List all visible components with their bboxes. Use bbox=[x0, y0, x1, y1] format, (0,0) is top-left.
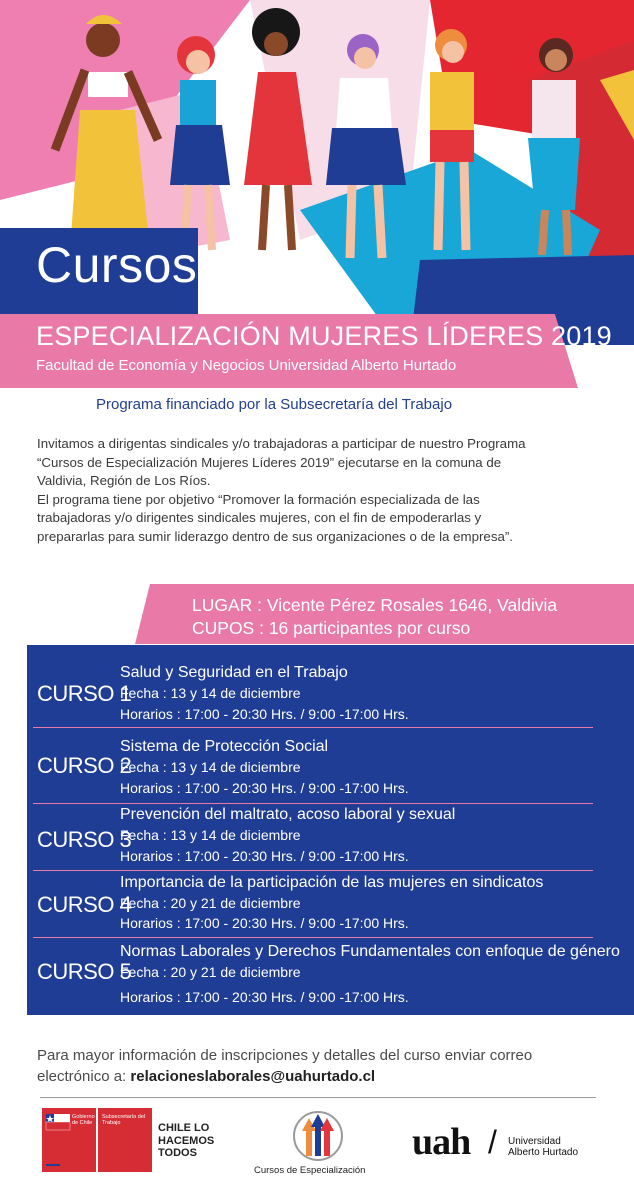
course-divider bbox=[33, 803, 593, 804]
course-schedule: Horarios : 17:00 - 20:30 Hrs. / 9:00 -17:00 Hrs. bbox=[120, 706, 409, 722]
course-date: Fecha : 20 y 21 de diciembre bbox=[120, 895, 301, 911]
course-divider bbox=[33, 727, 593, 728]
footer-divider bbox=[40, 1097, 596, 1098]
course-number: CURSO 2 bbox=[37, 753, 132, 778]
course-title: Importancia de la participación de las mujeres en sindicatos bbox=[120, 874, 544, 891]
slogan-line: TODOS bbox=[158, 1147, 197, 1159]
funding-note: Programa financiado por la Subsecretaría del Trabajo bbox=[96, 396, 453, 413]
chile-slogan bbox=[158, 1122, 214, 1160]
course-title: Sistema de Protección Social bbox=[120, 738, 329, 755]
intro-line: El programa tiene por objetivo “Promover la formación especializada de las bbox=[37, 491, 480, 507]
contact-info bbox=[37, 1045, 617, 1087]
course-panel bbox=[27, 645, 634, 1015]
contact-line: Para mayor información de inscripciones y detalles del curso enviar correo bbox=[37, 1047, 533, 1064]
course-schedule: Horarios : 17:00 - 20:30 Hrs. / 9:00 -17:00 Hrs. bbox=[120, 915, 409, 931]
intro-line: trabajadoras y/o dirigentes sindicales mujeres, con el fin de empoderarlas y bbox=[37, 510, 482, 526]
course-title: Normas Laborales y Derechos Fundamentales con enfoque de género bbox=[120, 943, 620, 960]
slogan-line: CHILE LO bbox=[158, 1122, 210, 1134]
intro-line: Valdivia, Región de Los Ríos. bbox=[37, 473, 211, 489]
contact-email-link[interactable]: relacioneslaborales@uahurtado.cl bbox=[130, 1068, 376, 1085]
course-schedule: Horarios : 17:00 - 20:30 Hrs. / 9:00 -17:00 Hrs. bbox=[120, 780, 409, 796]
intro-line: Invitamos a dirigentas sindicales y/o trabajadoras a participar de nuestro Programa bbox=[37, 436, 526, 451]
course-number: CURSO 4 bbox=[37, 892, 132, 917]
course-divider bbox=[33, 937, 593, 938]
course-title: Salud y Seguridad en el Trabajo bbox=[120, 664, 348, 681]
slash-icon: / bbox=[488, 1124, 497, 1160]
intro-line: prepararlas para sumir liderazgo dentro de sus organizaciones o de la empresa”. bbox=[37, 528, 513, 544]
uah-name-line: Universidad bbox=[508, 1136, 561, 1147]
gobierno-label: Gobierno de Chile bbox=[72, 1114, 95, 1126]
course-schedule: Horarios : 17:00 - 20:30 Hrs. / 9:00 -17:00 Hrs. bbox=[120, 989, 409, 1005]
uah-name bbox=[508, 1136, 578, 1158]
page-title: Cursos bbox=[36, 237, 198, 293]
location-text: LUGAR : Vicente Pérez Rosales 1646, Valdivia bbox=[192, 595, 558, 615]
arrows-icon bbox=[258, 1108, 378, 1166]
program-subtitle: Facultad de Economía y Negocios Universidad Alberto Hurtado bbox=[36, 357, 457, 374]
contact-prefix: electrónico a: bbox=[37, 1068, 131, 1085]
slogan-line: HACEMOS bbox=[158, 1134, 215, 1147]
intro-text bbox=[37, 435, 597, 547]
course-number: CURSO 1 bbox=[37, 681, 132, 706]
course-date: Fecha : 13 y 14 de diciembre bbox=[120, 759, 301, 775]
contact-line-2 bbox=[37, 1066, 617, 1087]
program-title: ESPECIALIZACIÓN MUJERES LÍDERES 2019 bbox=[36, 321, 612, 351]
gobierno-logo bbox=[42, 1108, 152, 1172]
uah-logo: uah bbox=[412, 1121, 471, 1163]
course-date: Fecha : 13 y 14 de diciembre bbox=[120, 685, 301, 701]
subsecretaria-label: Subsecretaría del Trabajo bbox=[102, 1114, 146, 1126]
course-date: Fecha : 13 y 14 de diciembre bbox=[120, 827, 301, 843]
intro-line: “Cursos de Especialización Mujeres Líderes 2019” ejecutarse en la comuna de bbox=[37, 454, 502, 470]
cursos-logo-label: Cursos de Especialización bbox=[254, 1165, 366, 1176]
course-number: CURSO 3 bbox=[37, 827, 132, 852]
course-title: Prevención del maltrato, acoso laboral y sexual bbox=[120, 806, 456, 823]
capacity-text: CUPOS : 16 participantes por curso bbox=[192, 618, 471, 638]
subsecretaria-logo bbox=[98, 1108, 152, 1172]
course-divider bbox=[33, 870, 593, 871]
course-date: Fecha : 20 y 21 de diciembre bbox=[120, 964, 301, 980]
course-number: CURSO 5 bbox=[37, 959, 132, 984]
course-schedule: Horarios : 17:00 - 20:30 Hrs. / 9:00 -17:00 Hrs. bbox=[120, 848, 409, 864]
uah-name-line: Alberto Hurtado bbox=[508, 1147, 579, 1158]
gobierno-chile-logo bbox=[42, 1108, 96, 1172]
